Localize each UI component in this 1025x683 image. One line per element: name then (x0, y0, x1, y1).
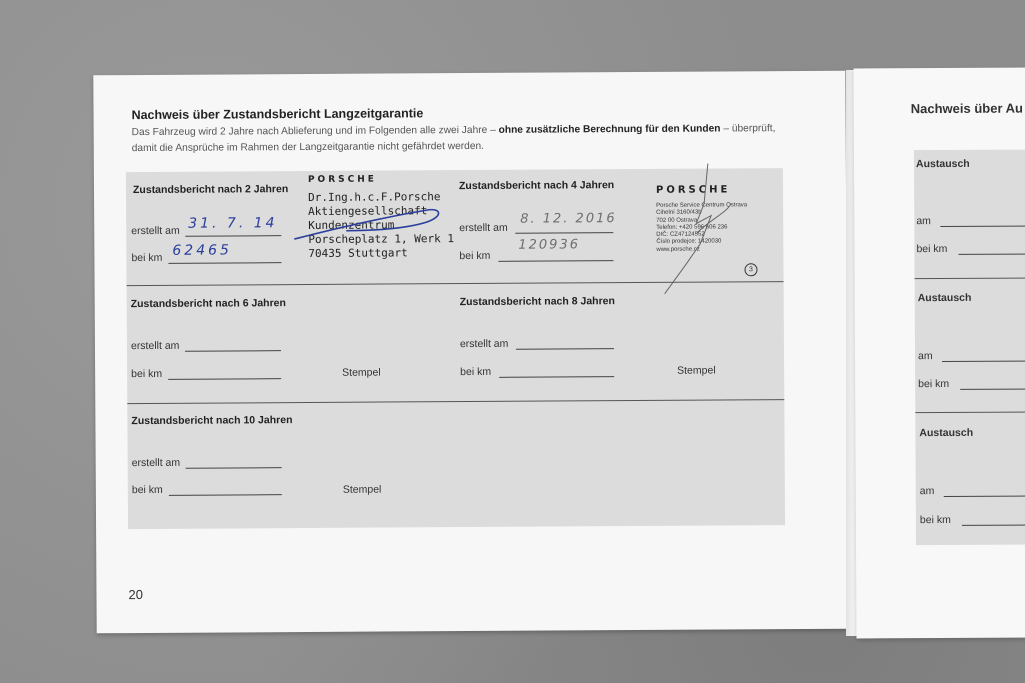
km-line-4-years (498, 260, 613, 262)
replacement-date-line-1 (940, 225, 1025, 227)
stamp-ostrava-line7: www.porsche.cz (656, 246, 700, 253)
signature-scribble-ostrava (656, 163, 737, 298)
section-divider-2 (127, 399, 784, 404)
section-title-8-years: Zustandsbericht nach 8 Jahren (459, 295, 615, 309)
km-label-2-years: bei km (131, 251, 163, 265)
replacement-divider-1 (915, 277, 1025, 279)
km-line-10-years (169, 494, 282, 496)
replacement-title-3: Austausch (919, 426, 974, 440)
inspection-record-box (126, 168, 785, 529)
replacement-date-line-3 (944, 495, 1025, 497)
km-line-6-years (168, 378, 281, 380)
created-line-2-years (185, 235, 281, 237)
created-line-6-years (185, 350, 281, 352)
section-title-6-years: Zustandsbericht nach 6 Jahren (130, 297, 286, 311)
stamp-placeholder-10-years: Stempel (342, 483, 382, 496)
stamp-ostrava-line4: Telefon: +420 596 606 236 (656, 224, 728, 231)
km-label-4-years: bei km (459, 249, 491, 263)
stamp-ostrava-line2: Cihelní 3160/43b (656, 209, 702, 217)
replacement-km-line-3 (962, 524, 1025, 525)
created-line-4-years (515, 232, 613, 234)
created-label-2-years: erstellt am (131, 224, 180, 238)
signature-scribble-stuttgart (286, 200, 446, 246)
km-value-2-years: 62465 (172, 242, 232, 259)
section-title-4-years: Zustandsbericht nach 4 Jahren (458, 179, 615, 193)
created-value-2-years: 31. 7. 14 (188, 215, 278, 232)
booklet-left-page (93, 71, 848, 634)
stamp-ostrava-line3: 702 00 Ostrava (656, 217, 698, 224)
replacement-divider-2 (915, 411, 1025, 413)
stamp-stuttgart-line5: 70435 Stuttgart (308, 246, 408, 260)
stamp-stuttgart-line4: Porscheplatz 1, Werk 1 (308, 232, 455, 246)
stamp-stuttgart-line1: Dr.Ing.h.c.F.Porsche (308, 190, 441, 204)
created-line-10-years (186, 467, 282, 469)
replacement-title-1: Austausch (915, 157, 970, 171)
created-label-8-years: erstellt am (459, 337, 509, 351)
created-line-8-years (516, 348, 614, 350)
replacement-km-label-3: bei km (919, 513, 951, 527)
km-label-10-years: bei km (131, 483, 163, 497)
replacement-km-label-2: bei km (918, 377, 950, 391)
replacement-date-line-2 (942, 360, 1025, 362)
intro-text-part2: – überprüft, damit die Ansprüche im Rahmen der Langzeitgarantie nicht gefährdet werden. (131, 123, 776, 155)
page-number: 20 (128, 587, 143, 603)
created-label-6-years: erstellt am (130, 339, 180, 353)
replacement-title-2: Austausch (917, 291, 972, 305)
created-value-4-years: 8. 12. 2016 (520, 211, 617, 227)
stamp-ostrava-line5: DIČ: CZ47124552 (656, 231, 705, 239)
booklet-right-page (854, 68, 1025, 639)
porsche-logo-stamp-ostrava: PORSCHE (655, 184, 731, 196)
replacement-date-label-3: am (919, 485, 935, 498)
page-title: Nachweis über Zustandsbericht Langzeitgarantie (131, 106, 424, 123)
created-label-4-years: erstellt am (459, 221, 508, 235)
replacement-date-label-1: am (916, 215, 931, 228)
intro-text-part1: Das Fahrzeug wird 2 Jahre nach Ablieferung und im Folgenden alle zwei Jahre – (131, 124, 499, 139)
km-line-2-years (168, 262, 281, 264)
km-label-8-years: bei km (460, 365, 492, 379)
stamp-ostrava-line1: Porsche Service Centrum Ostrava (656, 202, 748, 209)
created-label-10-years: erstellt am (131, 456, 181, 470)
section-title-10-years: Zustandsbericht nach 10 Jahren (131, 414, 293, 428)
stamp-stuttgart-line2: Aktiengesellschaft (308, 204, 428, 218)
replacement-km-line-1 (958, 253, 1025, 254)
stamp-placeholder-8-years: Stempel (677, 364, 716, 377)
intro-text-bold: ohne zusätzliche Berechnung für den Kunden (498, 123, 721, 136)
replacement-km-label-1: bei km (916, 242, 948, 256)
intro-paragraph (132, 121, 782, 157)
km-value-4-years: 120936 (518, 237, 581, 253)
replacement-date-label-2: am (917, 350, 933, 363)
stamp-stuttgart-line3: Kundenzentrum (308, 218, 395, 232)
km-line-8-years (499, 376, 614, 378)
stamp-ostrava-line6: Číslo prodejce: 1420030 (656, 238, 722, 246)
right-page-replacement-box (914, 149, 1025, 545)
replacement-km-line-2 (960, 388, 1025, 389)
circled-number-3: 3 (744, 263, 757, 276)
km-label-6-years: bei km (131, 367, 163, 381)
stamp-placeholder-6-years: Stempel (342, 366, 381, 379)
section-title-2-years: Zustandsbericht nach 2 Jahren (132, 183, 289, 197)
right-page-title: Nachweis über Au (910, 100, 1023, 117)
porsche-logo-stamp-stuttgart: PORSCHE (307, 174, 377, 185)
